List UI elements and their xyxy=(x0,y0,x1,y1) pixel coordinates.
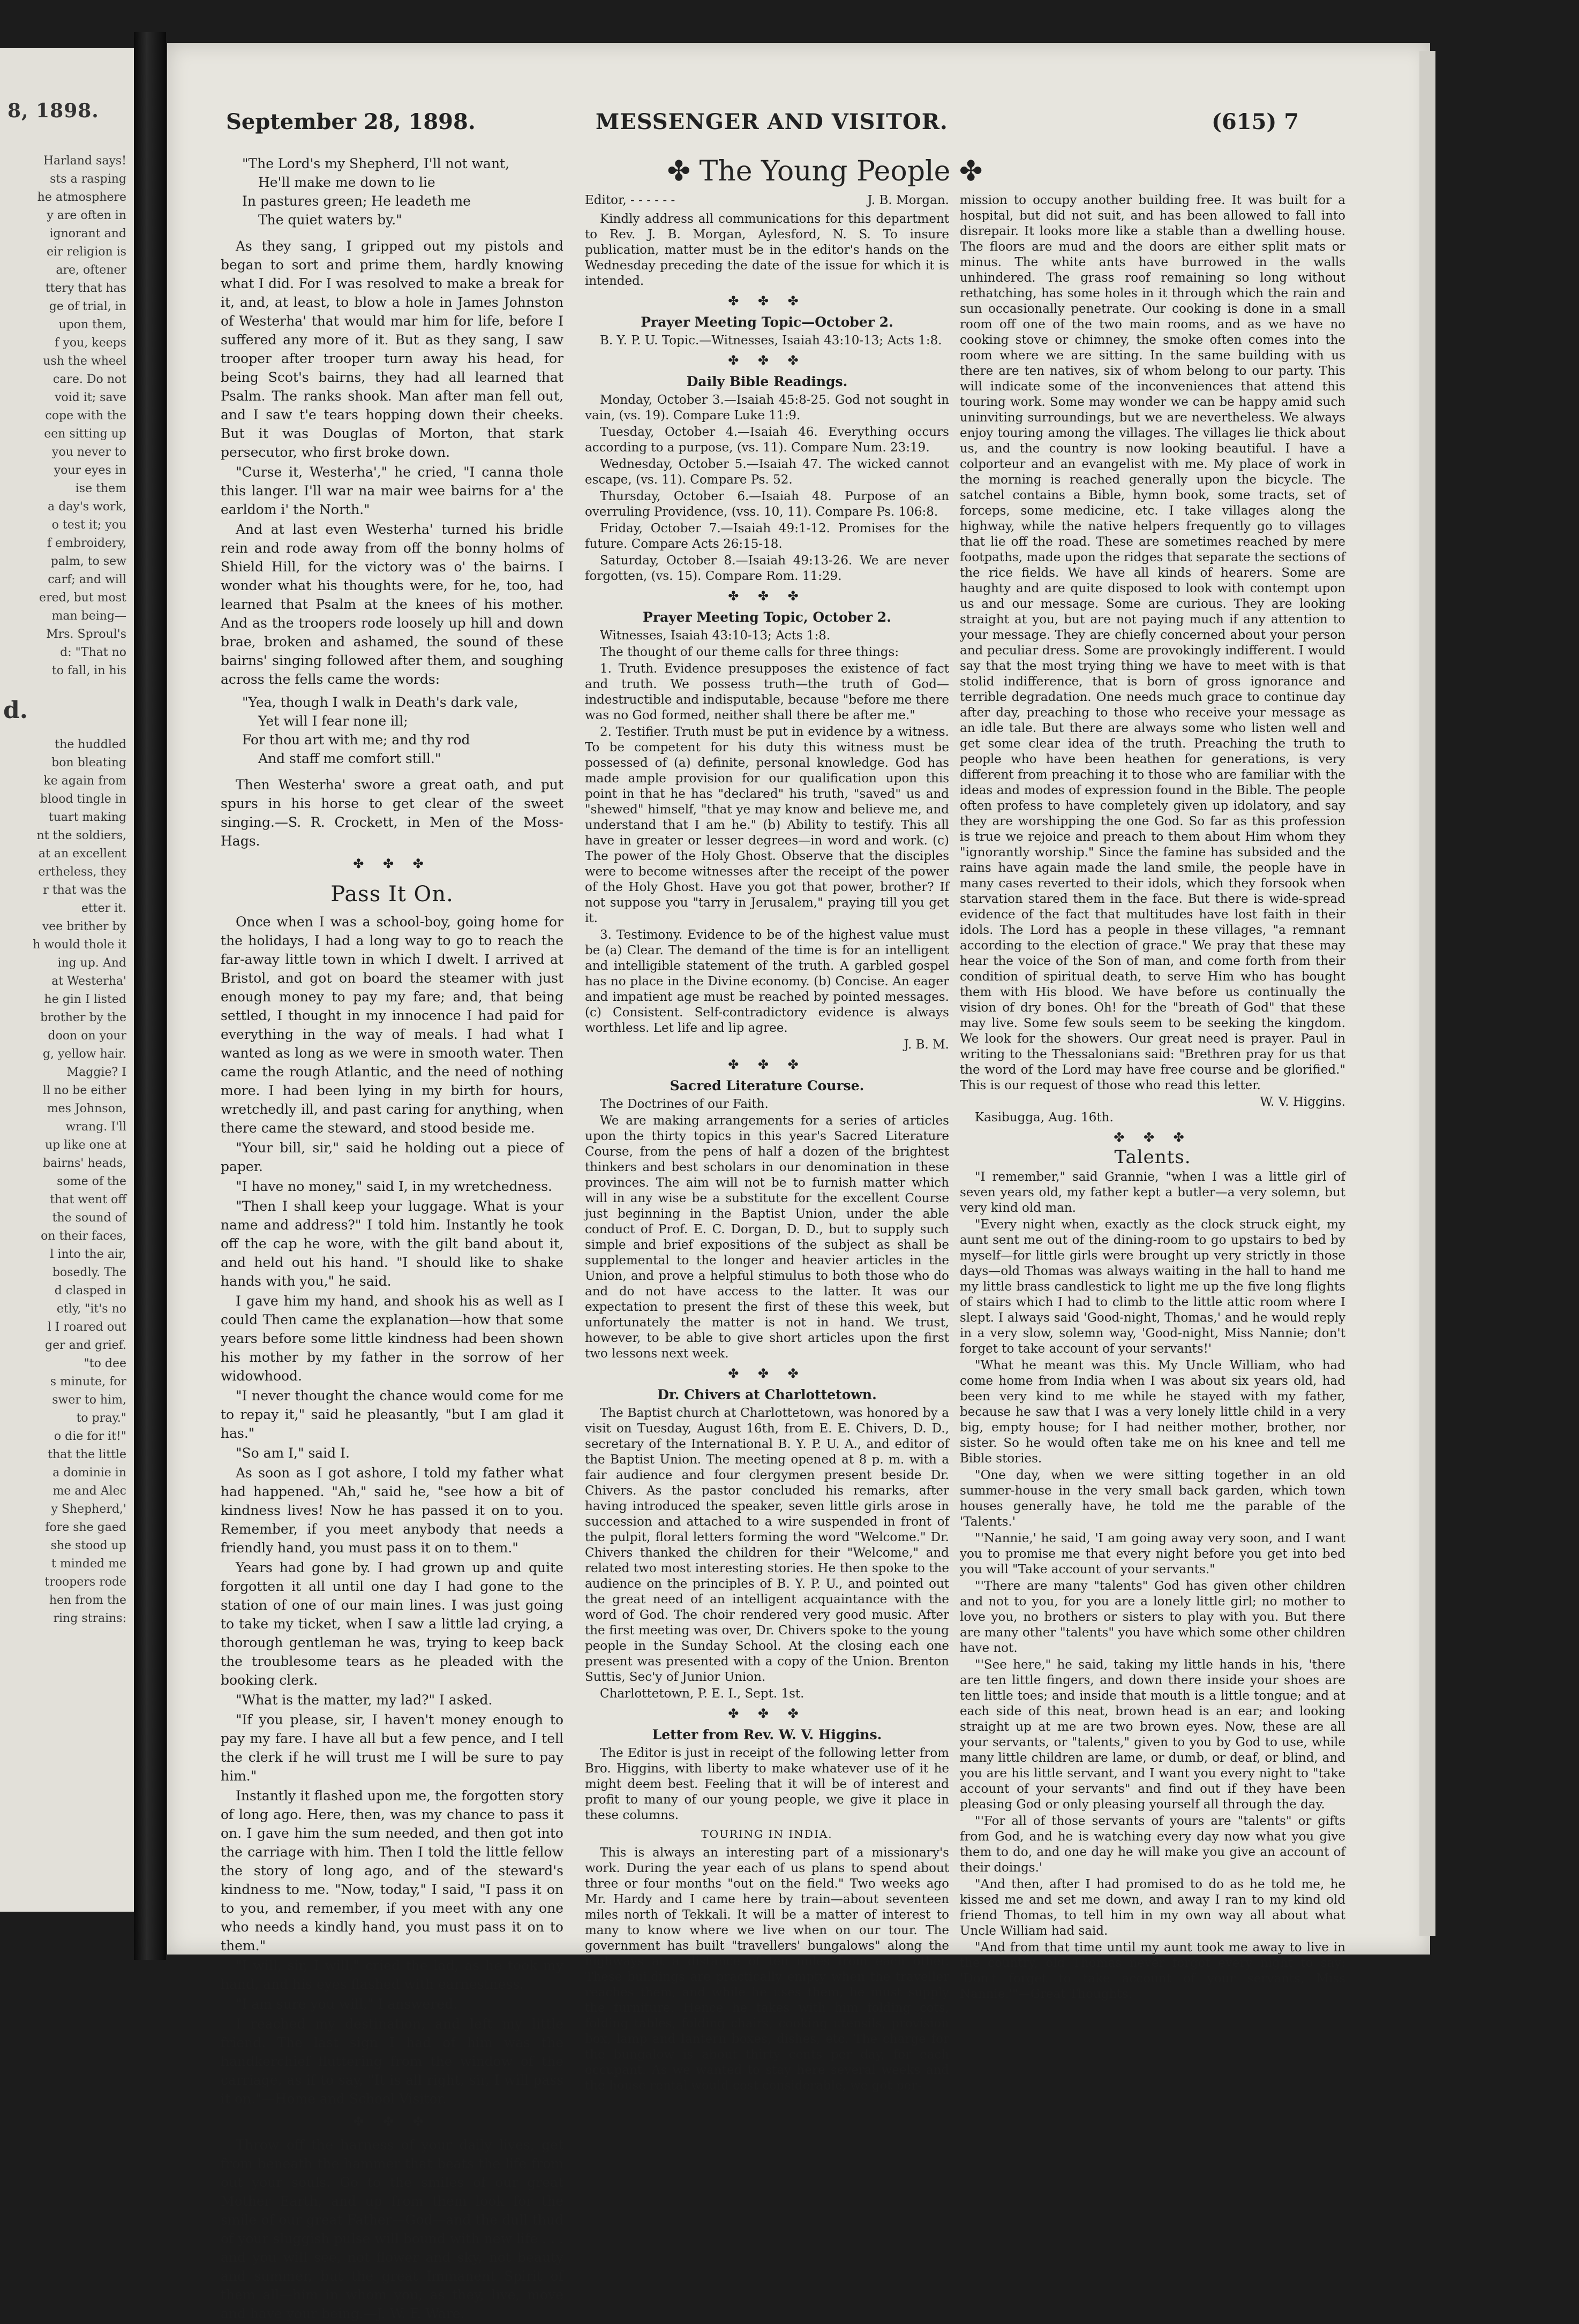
prayer-topic: B. Y. P. U. Topic.—Witnesses, Isaiah 43:10-13; Acts 1:8. xyxy=(600,334,942,348)
reading-entry: Tuesday, October 4.—Isaiah 46. Everything occurs according to a purpose, (vs. 11). Compare Num. 23:19. xyxy=(585,425,949,455)
facing-page-line: swer to him, xyxy=(52,1393,126,1407)
header-page-number: (615) 7 xyxy=(1212,109,1299,134)
paragraph: "I remember," said Grannie, "when I was a little girl of seven years old, my father kept a butler—a very solemn, but very kind old man. xyxy=(960,1170,1345,1215)
facing-page-line: you never to xyxy=(51,446,126,459)
facing-page-line: ll no be either xyxy=(42,1084,126,1097)
sacred-literature-text xyxy=(585,1097,949,1362)
facing-page-line: Maggie? I xyxy=(66,1066,126,1079)
verse-line: He'll make me down to lie xyxy=(258,175,435,190)
facing-page-line: l I roared out xyxy=(47,1321,126,1334)
moss-hags-closing: Then Westerha' swore a great oath, and put spurs in his horse to get clear of the sweet singing.—S. R. Crockett, in Men of the Moss-Hags. xyxy=(221,777,563,849)
book-spine xyxy=(134,32,166,1960)
editor-line xyxy=(585,193,949,208)
paragraph: 3. Testimony. Evidence to be of the highest value must be (a) Clear. The demand of the time is for an intelligent and intelligible statement of the truth. A garbled gospel has no place in the Divine economy. (b) Concise. An eager and impatient age must be reached by pointed messages. (c) Consistent. Self-contradictory evidence is always worthless. Let life and lip agree. xyxy=(585,928,949,1035)
facing-page-line: bairns' heads, xyxy=(43,1157,126,1170)
facing-page-line: palm, to sew xyxy=(50,555,126,568)
facing-page-line: ise them xyxy=(75,482,126,495)
facing-page-line: he atmosphere xyxy=(37,191,126,204)
facing-page-line: on their faces, xyxy=(41,1229,126,1243)
prayer-topic-heading: Prayer Meeting Topic—October 2. xyxy=(641,314,893,330)
facing-page-line: etly, "it's no xyxy=(56,1302,126,1316)
facing-page-line: vee brither by xyxy=(42,920,126,933)
facing-page-line: brother by the xyxy=(40,1011,126,1024)
ornament-divider-4: ✤ ✤ ✤ xyxy=(728,353,806,368)
letter-text: This is always an interesting part of a missionary's work. During the year each of us plans to spend about three or four months "out on the field." Two weeks ago Mr. Hardy and I came here by train—about seventeen miles north of Tekkali. It will be a matter of interest to many to know where we live when on our tour. The government has built "travellers' bungalows" along the highways at a distance of ten miles from each other. These buildings are practically empty when the traveller reaches them, and while he uses them, he must supply the furniture. Hence he takes with him folding cots, folding tables, folding chairs, cooking utensils, provision box, lamp and lantern boxes, dishes, etc. The charge for the bungalow is about thirty cents per day, for each occupant. As we wanted to stay here several weeks and the house rental would cost considerable, we got per- xyxy=(585,1846,949,2093)
harness-paragraph: Throw off the harness of your daily lives, get from beneath the hammer that beats the life from out your souls. Go to the smiles of our great Mother Earth, and up from them look for the smile of our great Father—God—and the dull thud of your sluggish pulse will bound with new life . . . and you will see, not flower and sky, not beauty and summer, but the great Immanent Spirit of them all—him in whom you, as they, live, move and have your being.—J. W. F. Ware. xyxy=(221,2137,563,2321)
facing-page-line: wrang. I'll xyxy=(65,1120,126,1134)
paragraph: "And from that time until my aunt took me away to live in the country, old Thomas never forgot every night to say: 'Don't forget to take account of your servants, Miss Nannie.'"—Great Thoughts. xyxy=(960,1941,1345,2001)
facing-page-line: cope with the xyxy=(45,409,126,422)
header-date: September 28, 1898. xyxy=(226,109,476,134)
paragraph: The thought of our theme calls for three things: xyxy=(600,645,899,659)
facing-page-line: een sitting up xyxy=(44,427,126,441)
sacred-literature-heading: Sacred Literature Course. xyxy=(670,1078,864,1093)
facing-page-line: blood tingle in xyxy=(40,793,126,806)
reading-entry: Monday, October 3.—Isaiah 45:8-25. God not sought in vain, (vs. 19). Compare Luke 11:9. xyxy=(585,393,949,422)
verse-line: For thou art with me; and thy rod xyxy=(242,732,470,748)
facing-page-line: ing up. And xyxy=(57,956,126,970)
facing-page-line: tuart making xyxy=(48,811,126,824)
facing-page-line: g, yellow hair. xyxy=(42,1047,126,1061)
prayer-meeting-heading: Prayer Meeting Topic, October 2. xyxy=(643,609,891,625)
facing-page-text xyxy=(0,48,126,1628)
facing-page-line: d: "That no xyxy=(60,646,126,659)
paragraph: "If you please, sir, I haven't money enough to pay my fare. I have all but a few pence, and I tell the clerk if he will trust me I will be sure to pay him." xyxy=(221,1712,563,1784)
newspaper-page xyxy=(167,43,1430,2321)
paragraph: "And then, after I had promised to do as he told me, he kissed me and set me down, and away I ran to my kind old friend Thomas, to tell him in my own way all about what Uncle William had said. xyxy=(960,1877,1345,1938)
facing-page-line: void it; save xyxy=(55,391,126,404)
facing-page-line: "to dee xyxy=(84,1357,126,1370)
paragraph: And at last even Westerha' turned his bridle rein and rode away from off the bonny holms of Shield Hill, for the victory was o' the bairns. I wonder what his thoughts were, for he, too, had learned that Psalm at the knees of his mother. And as the troopers rode loosely up hill and down brae, broken and ashamed, the sound of these bairns' singing followed after them, and soughing across the fells came the words: xyxy=(221,522,563,687)
facing-page-line: eir religion is xyxy=(46,245,126,259)
editor-name: J. B. Morgan. xyxy=(867,193,949,207)
touring-subheading: TOURING IN INDIA. xyxy=(701,1828,833,1840)
facing-page-line: to fall, in his xyxy=(51,664,126,677)
letter-place-date: Kasibugga, Aug. 16th. xyxy=(975,1111,1114,1125)
paragraph: 1. Truth. Evidence presupposes the existence of fact and truth. We possess truth—the truth of God—indestructible and indisputable, because "before me there was no God formed, neither shall there be after me." xyxy=(585,662,949,722)
facing-page-line: ertheless, they xyxy=(38,865,126,879)
facing-page-line: fore she gaed xyxy=(45,1521,126,1534)
paragraph: "I am sure you will," I answered. xyxy=(236,1996,458,2012)
facing-page-line: ush the wheel xyxy=(43,354,126,368)
paragraph: As they sang, I gripped out my pistols and began to sort and prime them, hardly knowing what I did. For I was resolved to make a break for it, and, at least, to blow a hole in James Johnston of Westerha' that would mar him for life, before I suffered any more of it. But as they sang, I saw trooper after trooper turn away his head, for being Scot's bairns, they had all learned that Psalm. The ranks shook. Man after man fell out, and I saw t'e tears hopping down their cheeks. But it was Douglas of Morton, that stark persecutor, who first broke down. xyxy=(221,238,563,460)
chivers-text: The Baptist church at Charlottetown, was honored by a visit on Tuesday, August 16th, from E. E. Chivers, D. D., secretary of the International B. Y. P. U. A., and editor of the Baptist Union. The meeting opened at 8 p. m. with a fair audience and four clergymen present beside Dr. Chivers. As the pastor concluded his remarks, after having introduced the speaker, seven little girls arose in succession and attached to a wire suspended in front of the pulpit, floral letters forming the word "Welcome." Dr. Chivers thanked the children for their "Welcome," and related two most interesting stories. He then spoke to the audience on the principles of B. Y. P. U., and pointed out the great need of an intelligent acquaintance with the word of God. The choir rendered very good music. After the first meeting was over, Dr. Chivers spoke to the young people in the Sunday School. At the closing each one present was presented with a copy of the Union. Brenton Suttis, Sec'y of Junior Union. xyxy=(585,1406,949,1684)
verse-line: And staff me comfort still." xyxy=(258,751,441,766)
facing-page-line: ignorant and xyxy=(49,227,126,240)
editor-intro: Kindly address all communications for this department to Rev. J. B. Morgan, Aylesford, N. S. To insure publication, matter must be in the editor's hands on the Wednesday preceding the date of the issue for which it is intended. xyxy=(585,212,949,288)
column-1 xyxy=(221,150,563,2324)
facing-page-line: r that was the xyxy=(43,884,126,897)
column-2 xyxy=(585,193,949,2095)
talents-heading: Talents. xyxy=(1114,1146,1191,1168)
paragraph: "'There are many "talents" God has given other children and not to you, for you are a lonely little girl; no mother to love you, no brothers or sisters to play with you. But there are many other "talents" you have which some other children have not. xyxy=(960,1579,1345,1655)
article-heading-pass-it-on: Pass It On. xyxy=(330,882,454,907)
ornament-divider-7: ✤ ✤ ✤ xyxy=(728,1366,806,1381)
facing-page-line: sts a rasping xyxy=(50,172,126,186)
facing-page-line: ered, but most xyxy=(39,591,126,605)
ornament-divider-3: ✤ ✤ ✤ xyxy=(728,293,806,308)
facing-page-line: are, oftener xyxy=(56,263,126,277)
facing-page-fragment xyxy=(0,48,134,1912)
paragraph: I gave him my hand, and shook his as well as I could Then came the explanation—how that some years before some little kindness had been shown his mother by my father in the sorrow of her widowhood. xyxy=(221,1293,563,1384)
paragraph: "Curse it, Westerha'," he cried, "I canna thole this langer. I'll war na mair wee bairns for a' the earldom i' the North." xyxy=(221,464,563,517)
facing-page-line: y Shepherd,' xyxy=(51,1503,126,1516)
verse-line: "Yea, though I walk in Death's dark vale, xyxy=(242,695,518,710)
column-3 xyxy=(960,193,1345,2003)
facing-page-lines xyxy=(0,152,126,680)
paragraph: "One day, when we were sitting together in an old summer-house in the very small back garden, which town houses generally have, he told me the parable of the 'Talents.' xyxy=(960,1468,1345,1529)
facing-page-line: Harland says! xyxy=(43,154,126,168)
verse-line: In pastures green; He leadeth me xyxy=(242,193,471,209)
paragraph: Years had gone by. I had grown up and quite forgotten it all until one day I had gone to the station of one of our main lines. I was just going to take my ticket, when I saw a little lad crying, a thorough gentleman he was, trying to keep back the troublesome tears as he pleaded with the booking clerk. xyxy=(221,1560,563,1688)
paragraph: Witnesses, Isaiah 43:10-13; Acts 1:8. xyxy=(600,629,831,643)
facing-page-line: a dominie in xyxy=(52,1466,126,1480)
section-title: ✤ The Young People ✤ xyxy=(667,155,983,187)
ornament-divider-5: ✤ ✤ ✤ xyxy=(728,588,806,603)
facing-page-line: at an excellent xyxy=(38,847,126,861)
page-edge xyxy=(1419,51,1435,1936)
editor-label: Editor, - - - - - - xyxy=(585,193,675,207)
facing-page-line: ke again from xyxy=(43,774,126,788)
facing-page-line: the sound of xyxy=(52,1211,126,1225)
facing-page-line: etter it. xyxy=(81,902,126,915)
facing-page-line: to pray." xyxy=(76,1412,126,1425)
facing-page-line: some of the xyxy=(57,1175,126,1188)
chivers-place: Charlottetown, P. E. I., Sept. 1st. xyxy=(600,1687,804,1701)
paragraph: The Doctrines of our Faith. xyxy=(600,1097,769,1111)
paragraph: Once when I was a school-boy, going home for the holidays, I had a long way to go to reach the far-away little town in which I dwelt. I arrived at Bristol, and got on board the steamer with just enough money to pay my fare; and, that being settled, I thought in my innocence I had paid for everything in the way of meals. I had what I wanted as long as we were in smooth water. Then came the rough Atlantic, and the need of nothing more. I had been lying in my birth for hours, wretchedly ill, and past caring for anything, when there came the steward, and stood beside me. xyxy=(221,914,563,1136)
facing-page-line: s minute, for xyxy=(50,1375,126,1389)
facing-page-line: h would thole it xyxy=(33,938,126,952)
facing-page-line: o test it; you xyxy=(51,518,126,532)
psalm-verse-2 xyxy=(242,693,563,768)
paragraph: "Your bill, sir," said he holding out a piece of paper. xyxy=(221,1140,563,1174)
facing-page-line: he gin I listed xyxy=(44,993,126,1006)
paragraph: 2. Testifier. Truth must be put in evidence by a witness. To be competent for his duty this witness must be possessed of (a) definite, personal knowledge. God has made ample provision for our qualification upon this point in that he has "declared" his truth, "saved" us and "shewed" himself, "that ye may know and believe me, and understand that I am he." (b) Ability to testify. This all have in greater or lesser degrees—in word and work. (c) The power of the Holy Ghost. Observe that the disciples were to become witnesses after the receipt of the power of the Holy Ghost. Have you got that power, brother? If not suppose you "tarry in Jerusalem," praying till you get it. xyxy=(585,725,949,925)
facing-page-line: doon on your xyxy=(48,1029,126,1043)
facing-page-line: up like one at xyxy=(44,1138,126,1152)
verse-line: Yet will I fear none ill; xyxy=(258,713,408,729)
ornament-divider-2: ✤ ✤ ✤ xyxy=(353,2114,431,2129)
paragraph: "What is the matter, my lad?" I asked. xyxy=(236,1692,493,1708)
facing-page-line: l into the air, xyxy=(50,1248,126,1261)
letter-heading: Letter from Rev. W. V. Higgins. xyxy=(652,1727,882,1742)
facing-page-line: ttery that has xyxy=(45,282,126,295)
facing-page-line: bosedly. The xyxy=(52,1266,126,1279)
paragraph: We are making arrangements for a series of articles upon the thirty topics in this year's Sacred Literature Course, from the pens of half a dozen of the brightest thinkers and best scholars in our denomination in these provinces. The aim will not be to furnish matter which will in any wise be a substitute for the excellent Course just beginning in the Baptist Union, under the able conduct of Prof. E. C. Dorgan, D. D., but to supply such simple and brief expositions of the subject as shall be supplemental to the longer and heavier articles in the Union, and prove a helpful stimulus to both those who do and do not have access to the latter. It was our expectation to present the first of these this week, but unfortunately the matter is not in hand. We trust, however, to be able to give short articles upon the first two lessons next week. xyxy=(585,1114,949,1361)
paragraph: Instantly it flashed upon me, the forgotten story of long ago. Here, then, was my chance to pass it on. I gave him the sum needed, and then got into the carriage with him. Then I told the little fellow the story of long ago, and of the steward's kindness to me. "Now, today," I said, "I pass it on to you, and remember, if you meet with any one who needs a kindly hand, you must pass it on to them." xyxy=(221,1788,563,1953)
facing-page-line: troopers rode xyxy=(44,1575,126,1589)
paragraph: "What he meant was this. My Uncle William, who had come home from India when I was about six years old, had been very kind to me while he stayed with my father, because he saw that I was a very lonely little child in a very big, empty house; for I had neither mother, brother, nor sister. So he would often take me on his knee and tell me Bible stories. xyxy=(960,1359,1345,1466)
facing-page-line: ger and grief. xyxy=(45,1339,126,1352)
ornament-divider: ✤ ✤ ✤ xyxy=(353,856,431,871)
ornament-divider-8: ✤ ✤ ✤ xyxy=(728,1706,806,1721)
paragraph: "'For all of those servants of yours are "talents" or gifts from God, and he is watching every day now what you give them to do, and one day he will make you give an account of their doings.' xyxy=(960,1814,1345,1875)
paragraph: "Every night when, exactly as the clock struck eight, my aunt sent me out of the dining-room to go upstairs to bed by myself—for little girls were brought up very strictly in those days—old Thomas was always waiting in the hall to hand me my little brass candlestick to light me up the five long flights of stairs which I had to climb to the little attic room where I slept. I always said 'Good-night, Thomas,' and he would reply in a very slow, solemn way, 'Good-night, Miss Nannie; don't forget to take account of your servants!' xyxy=(960,1218,1345,1356)
paragraph: "'See here," he said, taking my little hands in his, 'there are ten little fingers, and down there inside your shoes are ten little toes; and inside that mouth is a little tongue; and at each side of this neat, brown head is an ear; and looking straight up at me are two brown eyes. Now, these are all your servants, or "talents," given to you by God to use, while many little children are lame, or dumb, or deaf, or blind, and you are his little servant, and I want you every night to "take account of your servants" and find out if they have been pleasing God or only pleasing yourself all through the day. xyxy=(960,1658,1345,1812)
facing-page-line: f you, keeps xyxy=(55,336,126,350)
facing-page-line: ring strains: xyxy=(53,1612,126,1625)
ornament-divider-9: ✤ ✤ ✤ xyxy=(1114,1130,1192,1145)
facing-page-line: man being— xyxy=(51,609,126,623)
prayer-meeting-text xyxy=(585,628,949,1036)
facing-page-line: that the little xyxy=(48,1448,126,1461)
paragraph: "So am I," said I. xyxy=(236,1445,350,1461)
verse-line: "The Lord's my Shepherd, I'll not want, xyxy=(242,156,510,171)
facing-page-line: she stood up xyxy=(50,1539,126,1552)
facing-page-line: hen from the xyxy=(49,1594,126,1607)
paragraph: "Then I shall keep your luggage. What is your name and address?" I told him. Instantly he took off the cap he wore, with the gilt band about it, and held out his hand. "I should like to shake hands with you," he said. xyxy=(221,1198,563,1289)
facing-page-line: y are often in xyxy=(47,209,126,222)
talents-text xyxy=(960,1169,1345,2002)
paragraph: "I have no money," said I, in my wretchedness. xyxy=(236,1179,553,1194)
signature-jbm: J. B. M. xyxy=(904,1038,949,1052)
paragraph: As soon as I got ashore, I told my father what had happened. "Ah," said he, "see how a bit of kindness lives! Now he has passed it on to you. Remember, if you meet anybody that needs a friendly hand, you must pass it on to them." xyxy=(221,1465,563,1556)
facing-page-line: Mrs. Sproul's xyxy=(46,628,126,641)
facing-page-line: a day's work, xyxy=(48,500,126,514)
facing-page-line: d clasped in xyxy=(54,1284,126,1297)
reading-entry: Friday, October 7.—Isaiah 49:1-12. Promises for the future. Compare Acts 26:15-18. xyxy=(585,522,949,551)
daily-readings-heading: Daily Bible Readings. xyxy=(686,374,848,389)
facing-page-line: that went off xyxy=(50,1193,126,1206)
facing-page-line: upon them, xyxy=(58,318,126,331)
facing-page-line: me and Alec xyxy=(52,1484,126,1498)
facing-page-date: 8, 1898. xyxy=(7,100,99,122)
paragraph: "'Nannie,' he said, 'I am going away very soon, and I want you to promise me that every night before you get into bed you will "Take account of your servants." xyxy=(960,1531,1345,1576)
facing-page-line: o die for it!" xyxy=(54,1430,126,1443)
facing-page-line: the huddled xyxy=(55,738,126,751)
facing-page-heading: d. xyxy=(3,697,28,724)
facing-page-line: ge of trial, in xyxy=(49,300,126,313)
facing-page-line: f embroidery, xyxy=(47,537,126,550)
daily-readings-list xyxy=(585,393,949,584)
reading-entry: Saturday, October 8.—Isaiah 49:13-26. We are never forgotten, (vs. 15). Compare Rom. 11:29. xyxy=(585,554,949,583)
facing-page-line: bon bleating xyxy=(51,756,126,769)
pass-it-on-text xyxy=(221,912,563,2108)
reading-entry: Thursday, October 6.—Isaiah 48. Purpose of an overruling Providence, (vss. 10, 11). Compare Ps. 106:8. xyxy=(585,489,949,519)
facing-page-lines-2 xyxy=(0,736,126,1628)
facing-page-line: t minded me xyxy=(51,1557,126,1571)
psalm-verse-1 xyxy=(242,154,563,229)
facing-page-line: your eyes in xyxy=(54,464,126,477)
facing-page-line: nt the soldiers, xyxy=(36,829,126,842)
letter-intro: The Editor is just in receipt of the following letter from Bro. Higgins, with liberty to make whatever use of it he might deem best. Feeling that it will be of interest and profit to many of our young people, we give it place in these columns. xyxy=(585,1746,949,1822)
signature-higgins: W. V. Higgins. xyxy=(1260,1095,1345,1109)
facing-page-line: mes Johnson, xyxy=(47,1102,126,1115)
reading-entry: Wednesday, October 5.—Isaiah 47. The wicked cannot escape, (vs. 11). Compare Ps. 52. xyxy=(585,457,949,487)
facing-page-line: at Westerha' xyxy=(51,975,126,988)
header-title: MESSENGER AND VISITOR. xyxy=(596,109,948,134)
paragraph: "I will, sir, I will," cried the lad, as he took my hand, and his eyes flashed with earnestness. xyxy=(221,1958,563,1992)
chivers-heading: Dr. Chivers at Charlottetown. xyxy=(657,1387,877,1402)
moss-hags-text xyxy=(221,237,563,689)
facing-page-line: care. Do not xyxy=(52,373,126,386)
facing-page-line: carf; and will xyxy=(48,573,126,586)
verse-line: The quiet waters by." xyxy=(258,212,402,228)
paragraph: I reached my destination, and left my little friend. The last sign I had of him was the handkerchief fluttering from the window of the carriage, as if to say, "It is all right, sir, I will pass it on."—Home and School Visitor. xyxy=(221,2016,563,2107)
letter-continued: mission to occupy another building free. It was built for a hospital, but did not suit, and has been allowed to fall into disrepair. It looks more like a stable than a dwelling house. The floors are mud and the doors are either split mats or minus. The white ants have burrowed in the walls unhindered. The grass roof remaining so long without rethatching, has some holes in it through which the rain and sun occasionally penetrate. Our cooking is done in a small room off one of the two main rooms, and as we have no cooking stove or chimney, the smoke often comes into the room where we are sitting. In the same building with us there are ten natives, six of whom belong to our party. This will indicate some of the inconveniences that attend this touring work. Some may wonder we can be happy amid such uninviting surroundings, but we are nevertheless. We always enjoy touring among the villages. The villages lie thick about us, and the country is now looking beautiful. I have a colporteur and an evangelist with me. My place of work in the morning is reached generally upon the bicycle. The satchel contains a Bible, hymn book, some tracts, set of forceps, some medicine, etc. I take villages along the highway, while the native helpers frequently go to villages that lie off the road. These are sometimes reached by mere footpaths, made upon the ridges that separate the sections of the rice fields. We have all kinds of hearers. Some are haughty and are quite disposed to look with contempt upon us and our message. Some are curious. They are looking straight at you, but are not paying much if any attention to your message. They are chiefly concerned about your person and peculiar dress. Some are provokingly indifferent. I would say that the most trying thing we have to meet with is that stolid indifference, that is born of gross ignorance and terrible degradation. One needs much grace to continue day after day, preaching to those who receive your message as an idle tale. But there are always some who listen well and get some clear idea of the truth. Preaching the truth to people who have been heathen for generations, is very different from preaching it to those who are familiar with the ideas and modes of expression found in the Bible. The people often profess to have completely given up idolatory, and say they are worshipping the one God. So far as this profession is true we rejoice and preach to them about Him whom they "ignorantly worship." Since the famine has subsided and the rains have again made the land smile, the people have in many cases reverted to their idols, which they forsook when starvation stared them in the face. But there is wide-spread evidence of the fact that multitudes have lost faith in their idols. The Lord has a people in these villages, "a remnant according to the election of grace." We pray that these may hear the voice of the Son of man, and come forth from their condition of spiritual death, to serve Him who has bought them with His blood. We have before us continually the vision of dry bones. Oh! for the "breath of God" that these may live. Some few souls seem to be seeking the kingdom. We look for the showers. Our great need is prayer. Paul in writing to the Thessalonians said: "Brethren pray for us that the word of the Lord may have free course and be glorified." This is our request of those who read this letter. xyxy=(960,193,1345,1092)
ornament-divider-6: ✤ ✤ ✤ xyxy=(728,1057,806,1072)
paragraph: "I never thought the chance would come for me to repay it," said he pleasantly, "but I am glad it has." xyxy=(221,1388,563,1441)
